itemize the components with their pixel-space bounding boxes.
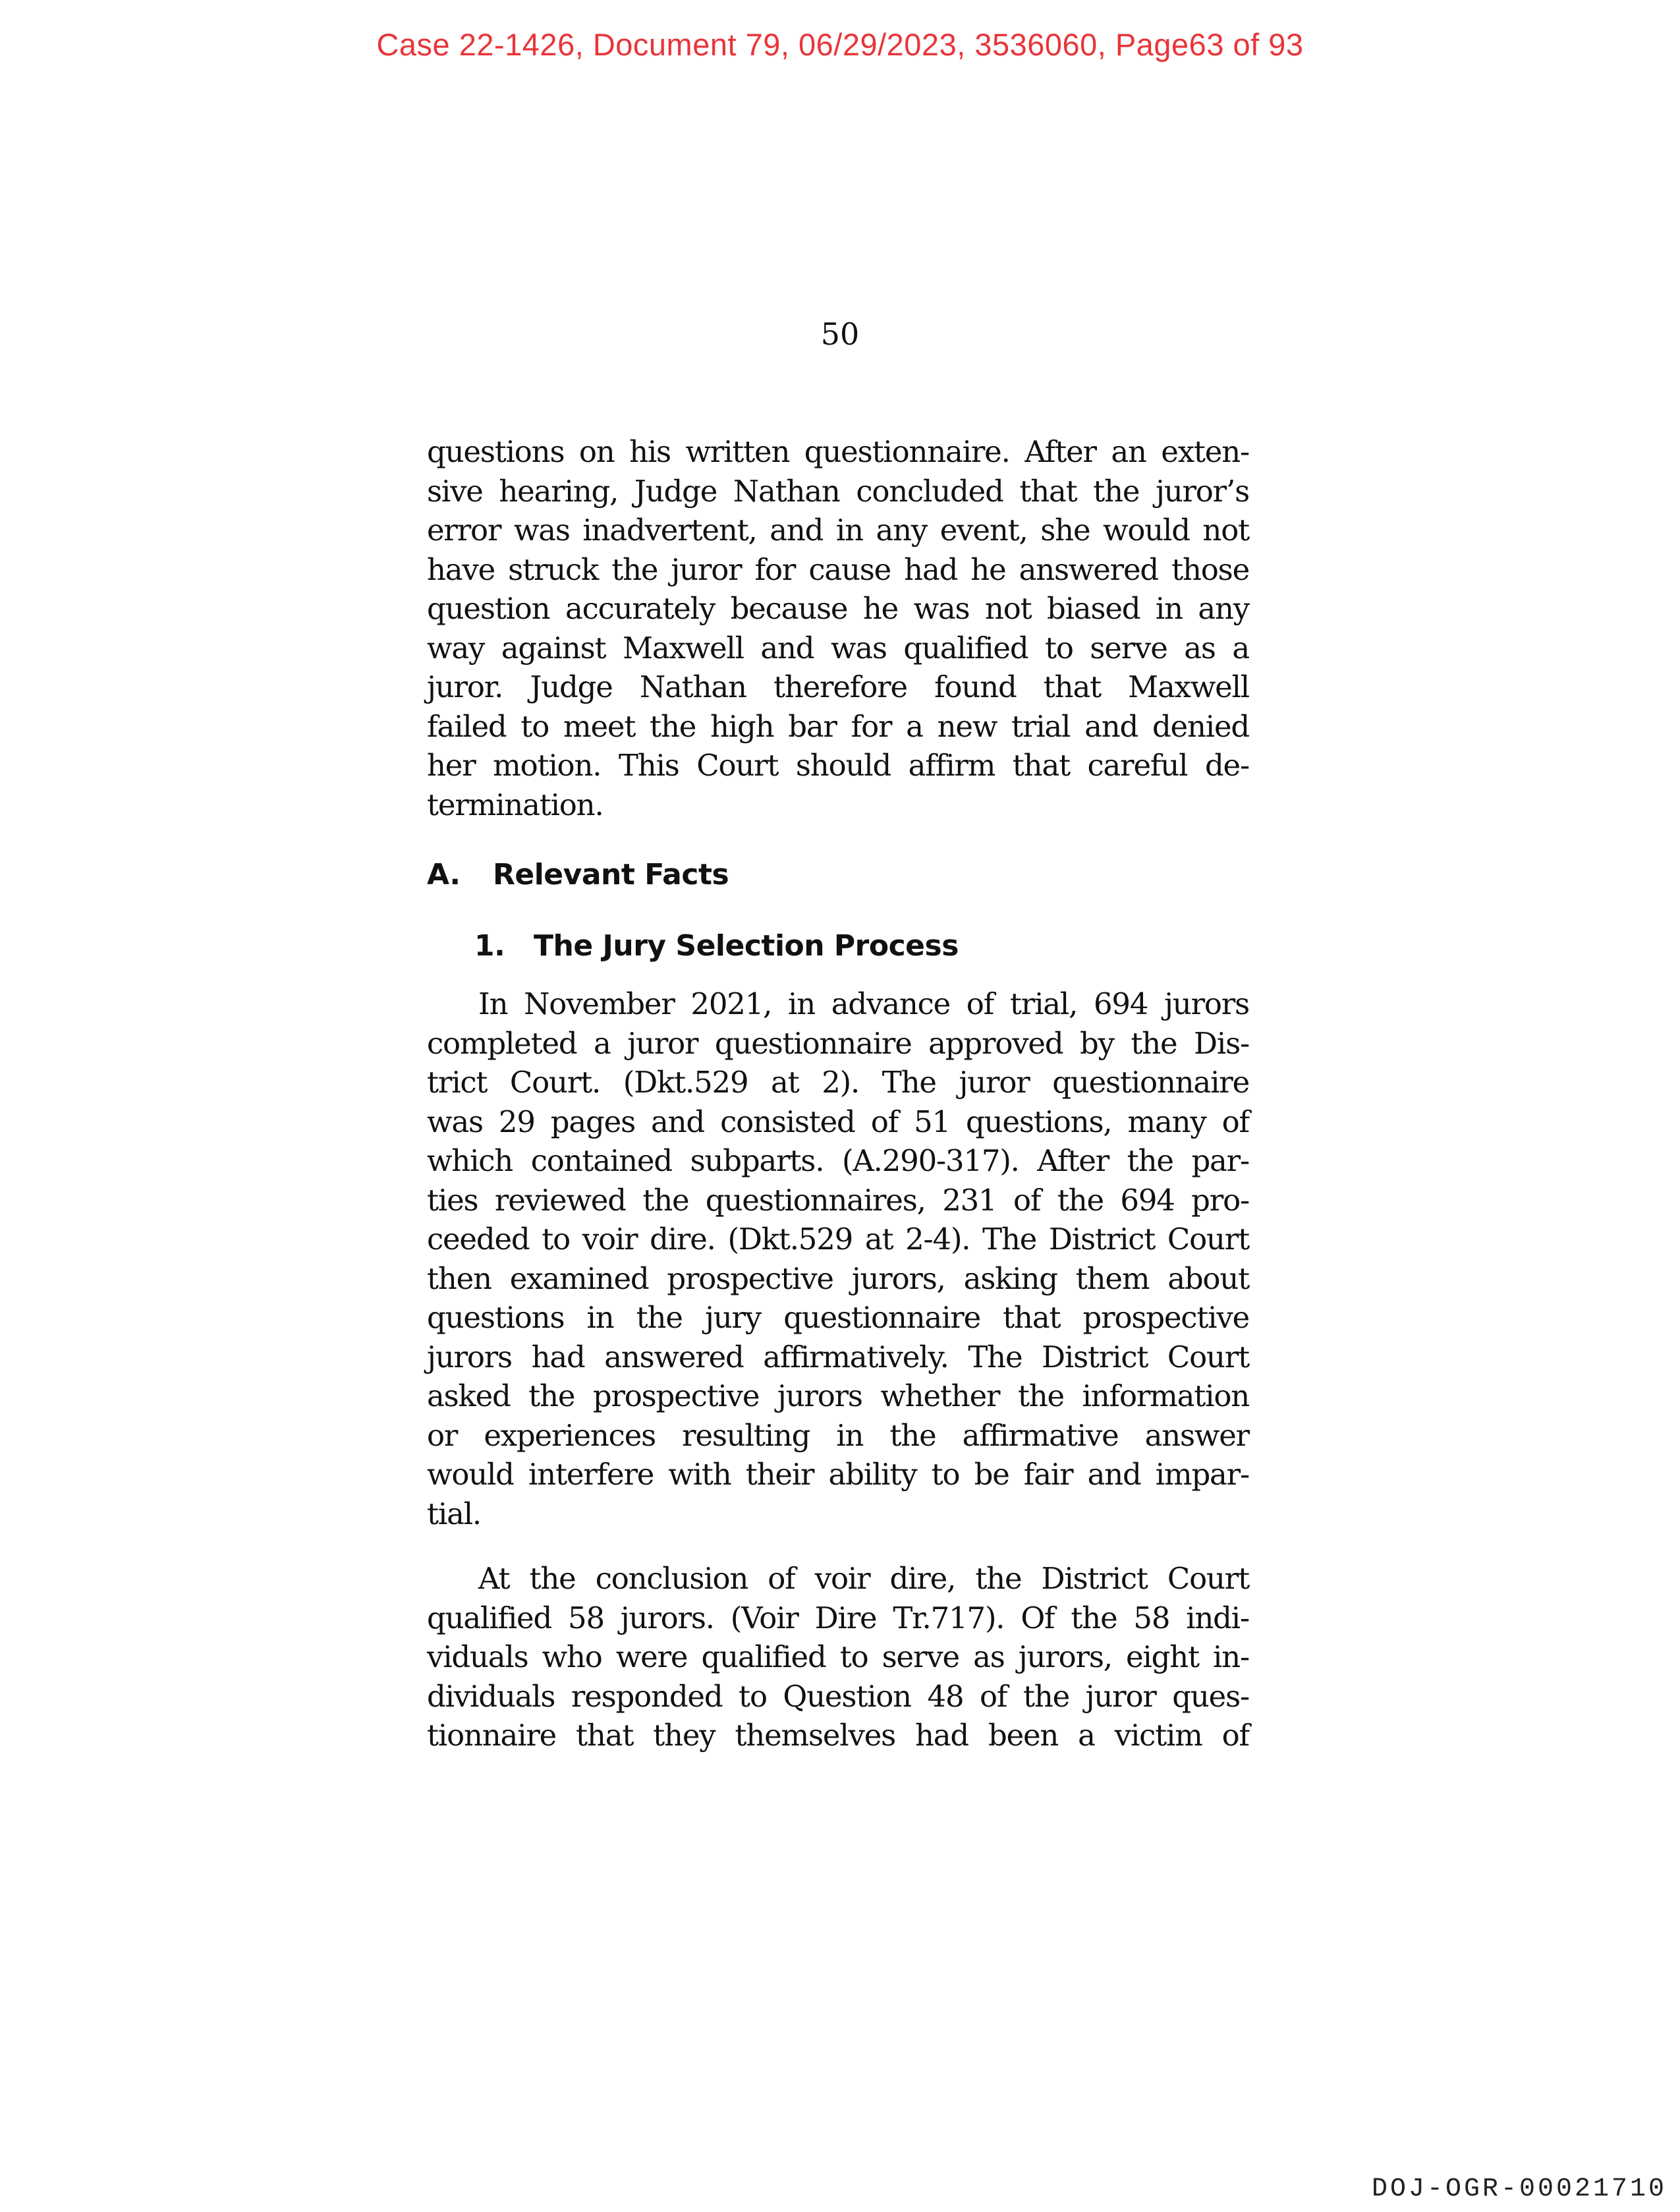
page-number: 50 (820, 316, 860, 352)
text-line: sive hearing, Judge Nathan concluded that the juror’s (427, 473, 1249, 509)
text-line: her motion. This Court should affirm that careful de- (427, 748, 1249, 783)
text-line: ties reviewed the questionnaires, 231 of the 694 pro- (427, 1182, 1249, 1218)
text-line: At the conclusion of voir dire, the District Court (478, 1561, 1249, 1596)
text-line: would interfere with their ability to be fair and impar- (427, 1457, 1249, 1492)
text-line: ceeded to voir dire. (Dkt.529 at 2-4). The District Court (427, 1222, 1249, 1257)
section-heading (427, 858, 729, 892)
text-line: have struck the juror for cause had he answered those (427, 552, 1249, 587)
text-line: or experiences resulting in the affirmative answer (427, 1417, 1249, 1453)
text-line: error was inadvertent, and in any event, she would not (427, 513, 1249, 548)
paragraph-intro (427, 432, 1249, 824)
text-line: termination. (427, 787, 603, 822)
subsection-heading-title: The Jury Selection Process (534, 929, 959, 963)
text-line: questions on his written questionnaire. After an exten- (427, 434, 1249, 469)
text-line: questions in the jury questionnaire that prospective (427, 1300, 1249, 1335)
paragraph-voir-dire-conclusion (427, 1559, 1249, 1755)
paragraph-jury-selection (427, 984, 1249, 1533)
section-heading-number: A. (427, 858, 461, 892)
text-line: tionnaire that they themselves had been a victim of (427, 1718, 1249, 1753)
text-line: question accurately because he was not biased in any (427, 591, 1249, 626)
text-line: dividuals responded to Question 48 of the juror ques- (427, 1678, 1249, 1714)
text-line: then examined prospective jurors, asking them about (427, 1261, 1249, 1296)
text-line: qualified 58 jurors. (Voir Dire Tr.717). Of the 58 indi- (427, 1600, 1249, 1635)
bates-number: DOJ-OGR-00021710 (1371, 2174, 1667, 2204)
text-line: tial. (427, 1496, 482, 1531)
text-line: In November 2021, in advance of trial, 694 jurors (478, 986, 1249, 1021)
text-line: failed to meet the high bar for a new trial and denied (427, 708, 1249, 744)
text-line: which contained subparts. (A.290-317). After the par- (427, 1143, 1249, 1178)
subsection-heading-number: 1. (474, 929, 505, 963)
text-line: asked the prospective jurors whether the information (427, 1378, 1249, 1413)
section-heading-title: Relevant Facts (493, 858, 729, 892)
text-line: trict Court. (Dkt.529 at 2). The juror questionnaire (427, 1065, 1249, 1100)
text-line: viduals who were qualified to serve as jurors, eight in- (427, 1639, 1249, 1674)
text-line: way against Maxwell and was qualified to serve as a (427, 630, 1249, 666)
text-line: completed a juror questionnaire approved by the Dis- (427, 1025, 1249, 1061)
text-line: juror. Judge Nathan therefore found that Maxwell (427, 669, 1249, 704)
text-line: jurors had answered affirmatively. The District Court (427, 1339, 1249, 1375)
subsection-heading (474, 929, 959, 963)
text-line: was 29 pages and consisted of 51 questions, many of (427, 1104, 1249, 1139)
case-header-stamp: Case 22-1426, Document 79, 06/29/2023, 3536060, Page63 of 93 (376, 27, 1304, 62)
